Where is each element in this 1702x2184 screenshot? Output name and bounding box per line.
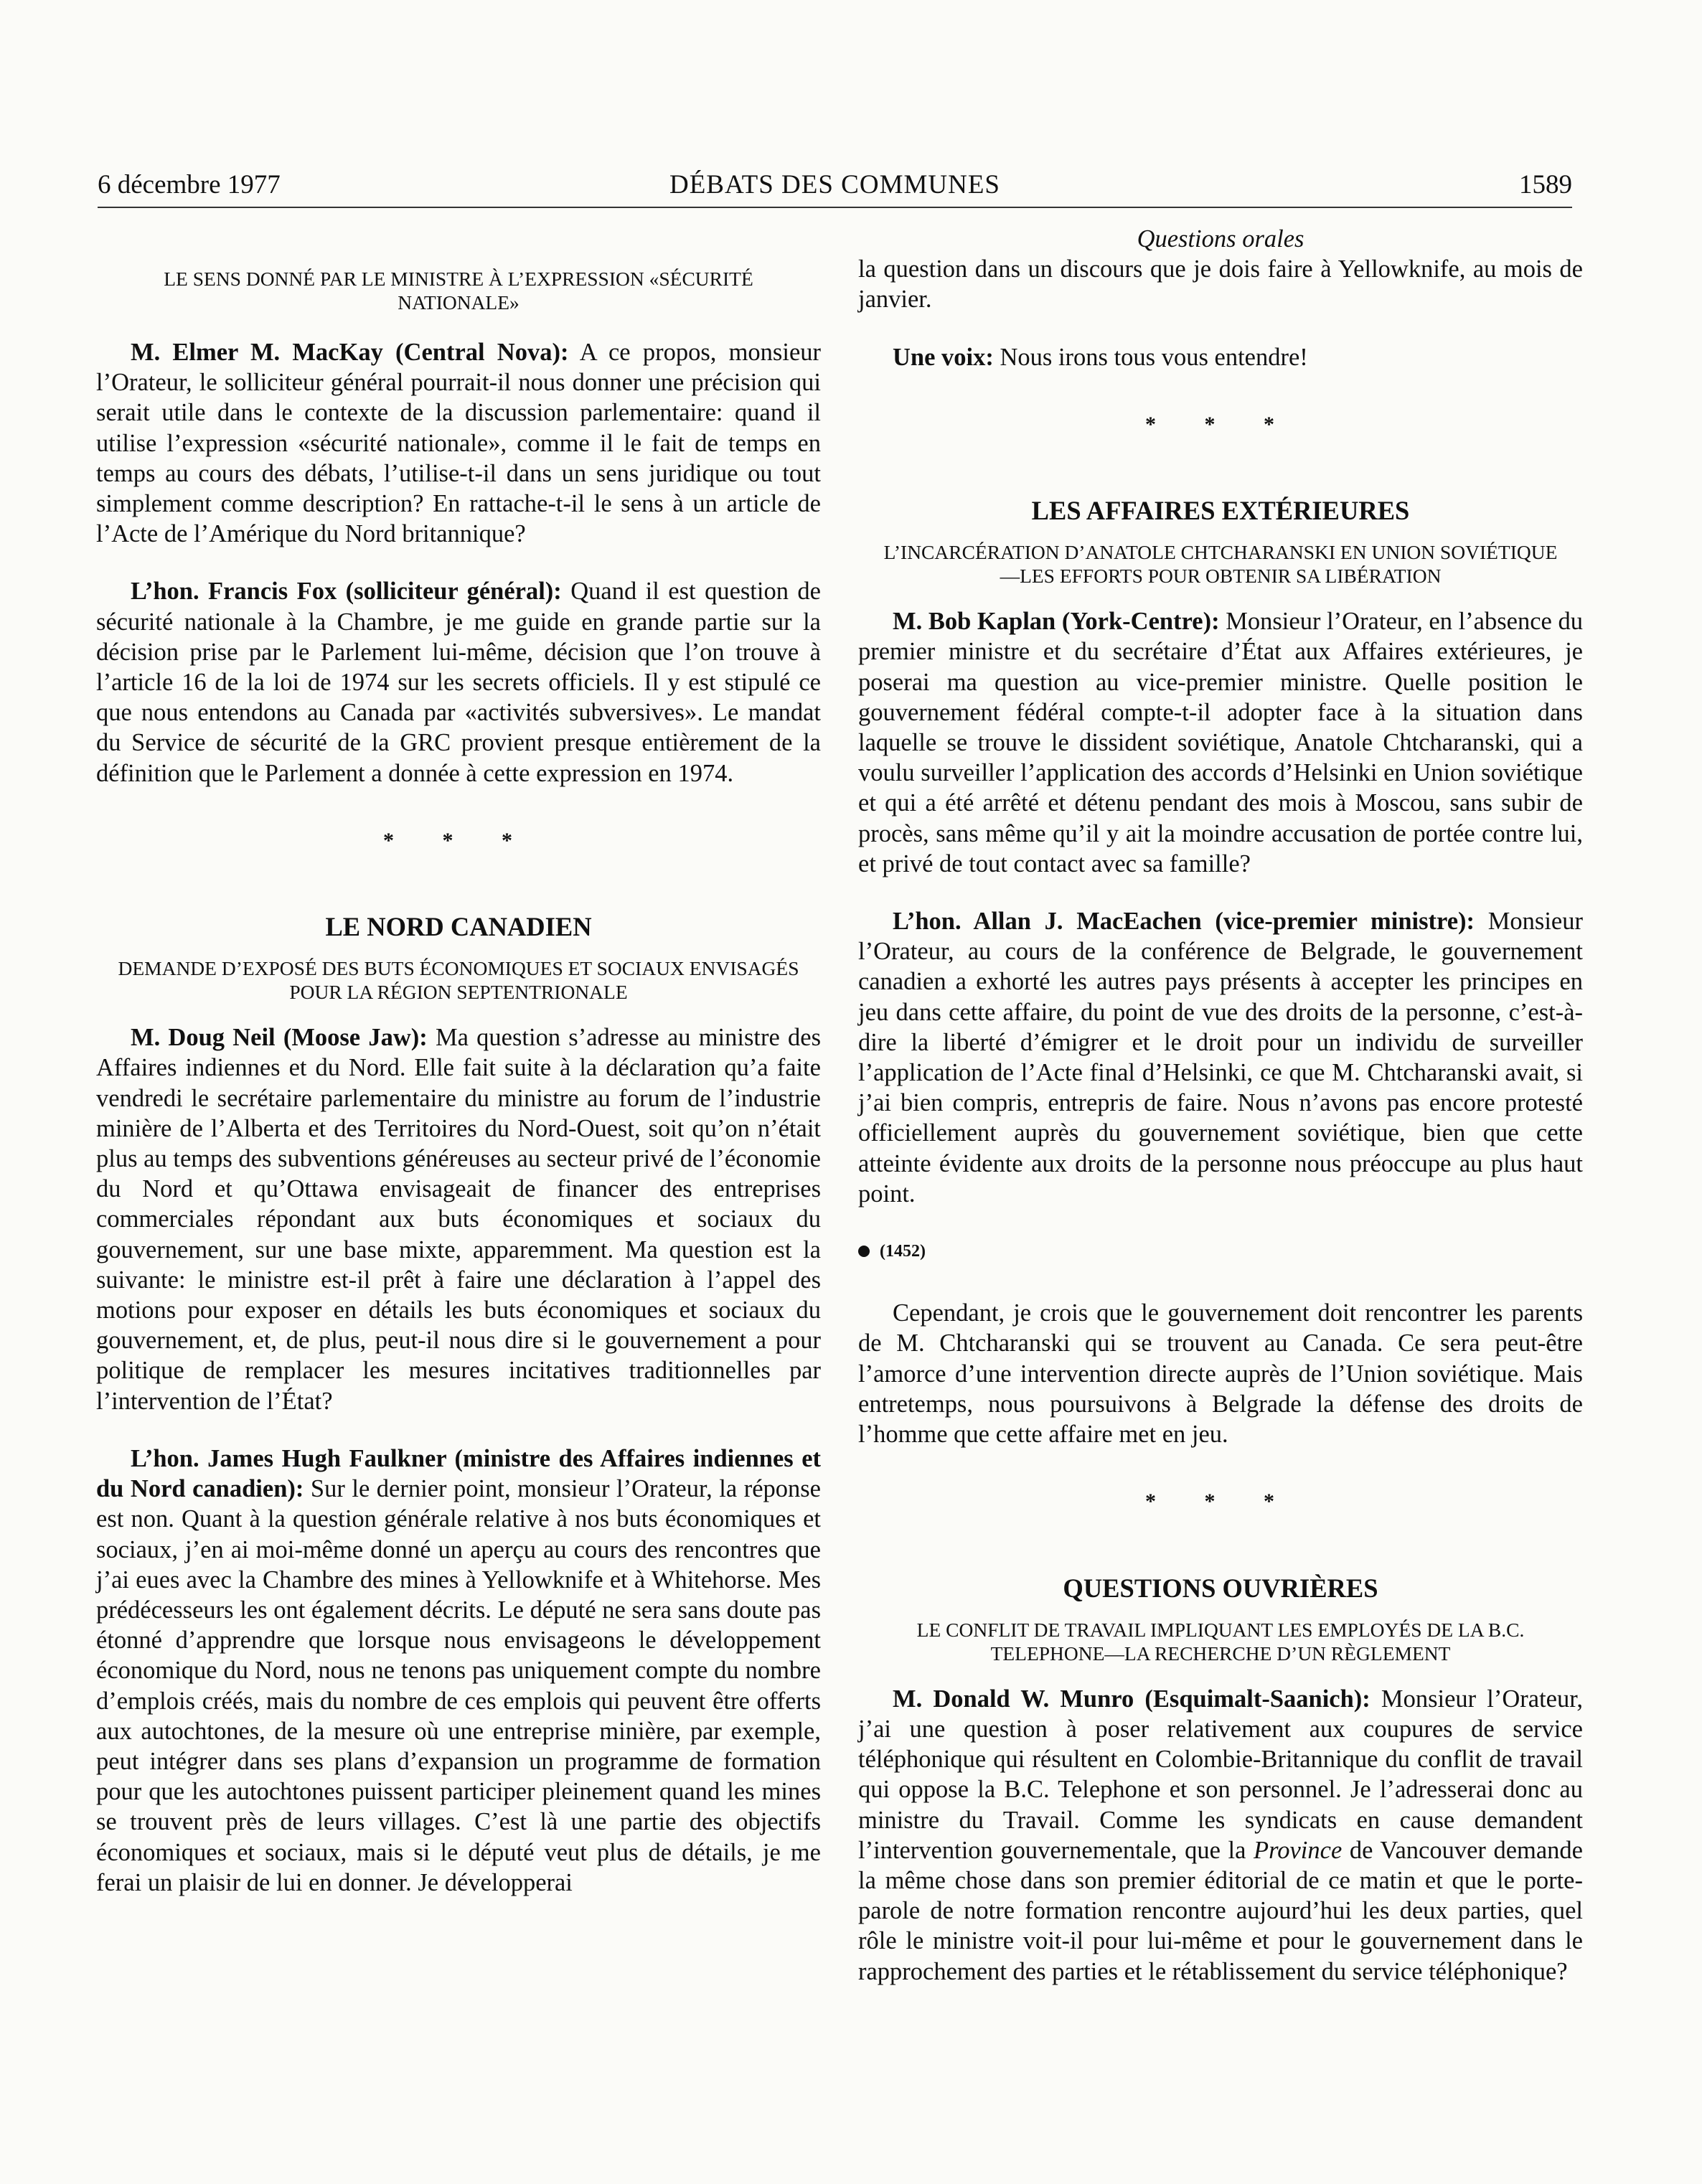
section-heading-affaires-exterieures: LES AFFAIRES EXTÉRIEURES bbox=[1031, 496, 1410, 526]
speaker-name: L’hon. Francis Fox (solliciteur général): bbox=[131, 578, 562, 606]
speaker-name: L’hon. James Hugh Faulkner (ministre des Affaires indiennes et du Nord canadien): bbox=[96, 1444, 821, 1503]
speech-mackay bbox=[96, 337, 821, 549]
speaker-name: L’hon. Allan J. MacEachen (vice-premier ministre): bbox=[893, 908, 1475, 936]
time-marker-label: (1452) bbox=[880, 1242, 926, 1261]
left-column bbox=[96, 224, 821, 1925]
speech-faulkner bbox=[96, 1444, 821, 1898]
speech-neil bbox=[96, 1022, 821, 1416]
speech-kaplan bbox=[858, 606, 1583, 879]
speaker-name: Une voix: bbox=[893, 343, 994, 371]
speaker-name: M. Bob Kaplan (York-Centre): bbox=[893, 608, 1220, 636]
subheading-securite-nationale: LE SENS DONNÉ PAR LE MINISTRE À L’EXPRESSION «SÉCURITÉ NATIONALE» bbox=[164, 268, 753, 314]
newspaper-title: Province bbox=[1254, 1836, 1343, 1864]
bullet-icon bbox=[858, 1246, 870, 1257]
page-header bbox=[98, 168, 1572, 208]
speech-text: Ma question s’adresse au ministre des Affaires indiennes et du Nord. Elle fait suite à la déclaration qu’a faite vendredi le secrétaire parlementaire du ministre au forum de l’industrie minière de l’Alberta et des Territoires du Nord-Ouest, soit qu’on n’était plus au temps des subventions généreuses au secteur privé de l’économie du Nord et qu’Ottawa envisageait de financer des entreprises commerciales répondant aux buts économiques et sociaux du gouvernement, sur une base mixte, apparemment. Ma question est la suivante: le ministre est-il prêt à faire une déclaration à l’appel des motions pour exposer en détails les buts économiques et sociaux du gouvernement, et, de plus, peut-il nous dire si le gouvernement a pour politique de remplacer les mesures incitatives traditionnelles par l’intervention de l’État? bbox=[96, 1024, 821, 1415]
header-title: DÉBATS DES COMMUNES bbox=[669, 170, 1000, 199]
header-date: 6 décembre 1977 bbox=[98, 170, 281, 199]
speech-text: A ce propos, monsieur l’Orateur, le solliciteur général pourrait-il nous donner une précision qui serait utile dans le contexte de la discussion parlementaire: quand il utilise l’expression «sécurité nationale», comme il le fait de temps en temps au cours des débats, l’utilise-t-il dans un sens juridique ou tout simplement comme description? En rattache-t-il le sens à un article de l’Acte de l’Amérique du Nord britannique? bbox=[96, 339, 821, 548]
speech-text: Monsieur l’Orateur, en l’absence du premier ministre et du secrétaire d’État aux Affaires extérieures, je poserai ma question au vice-premier ministre. Quelle position le gouvernement fédéral compte-t-il adopter face à la situation dans laquelle se trouve le dissident soviétique, Anatole Chtcharanski, qui a voulu surveiller l’application des accords d’Helsinki en Union soviétique et qui a été arrêté et détenu pendant des mois à Moscou, sans subir de procès, sans même qu’il y ait la moindre accusation de portée contre lui, et privé de tout contact avec sa famille? bbox=[858, 608, 1583, 877]
speech-faulkner-continued: la question dans un discours que je dois faire à Yellowknife, au mois de janvier. bbox=[858, 255, 1583, 314]
speech-text: Monsieur l’Orateur, j’ai une question à poser relativement aux coupures de service téléphonique qui résultent en Colombie-Britannique du conflit de travail qui oppose la B.C. Telephone et son personnel. Je l’adresserai donc au ministre du Travail. Comme les syndicats en cause demandent l’intervention gouvernementale, que la bbox=[858, 1685, 1583, 1864]
speaker-name: M. Elmer M. MacKay (Central Nova): bbox=[131, 339, 569, 366]
subheading-chtcharanski: L’INCARCÉRATION D’ANATOLE CHTCHARANSKI EN UNION SOVIÉTIQUE—LES EFFORTS POUR OBTENIR SA LIBÉRATION bbox=[883, 541, 1558, 588]
speech-fox bbox=[96, 576, 821, 788]
speaker-name: M. Donald W. Munro (Esquimalt-Saanich): bbox=[893, 1685, 1370, 1713]
interjection bbox=[858, 342, 1583, 372]
time-marker bbox=[858, 1236, 1583, 1266]
running-head: Questions orales bbox=[1137, 225, 1304, 253]
speech-munro bbox=[858, 1684, 1583, 1987]
section-separator: * * * bbox=[1145, 1489, 1296, 1514]
page-number: 1589 bbox=[1519, 170, 1572, 199]
section-heading-questions-ouvrieres: QUESTIONS OUVRIÈRES bbox=[1063, 1573, 1378, 1603]
section-separator: * * * bbox=[383, 828, 534, 852]
speech-text: Sur le dernier point, monsieur l’Orateur, la réponse est non. Quant à la question générale relative à nos buts économiques et sociaux, j’en ai moi-même donné un aperçu au cours des rencontres que j’ai eues avec la Chambre des mines à Yellowknife et à Whitehorse. Mes prédécesseurs les ont également décrits. Le député ne sera sans doute pas étonné d’apprendre que lorsque nous envisageons le développement économique du Nord, nous ne tenons pas uniquement compte du nombre d’emplois créés, mais du nombre de ces emplois qui peuvent être offerts aux autochtones, de la mesure où une entreprise minière, par exemple, peut intégrer dans ses plans d’expansion un programme de formation pour que les autochtones puissent participer pleinement quand les mines se trouvent près de leurs villages. C’est là une partie des objectifs économiques et sociaux, mais si le député veut plus de détails, je me ferai un plaisir de lui en donner. Je développerai bbox=[96, 1475, 821, 1896]
subheading-buts-economiques: DEMANDE D’EXPOSÉ DES BUTS ÉCONOMIQUES ET SOCIAUX ENVISAGÉS POUR LA RÉGION SEPTENTRIONALE bbox=[118, 957, 799, 1004]
speech-text: Nous irons tous vous entendre! bbox=[993, 343, 1308, 371]
speech-maceachen-continued: Cependant, je crois que le gouvernement doit rencontrer les parents de M. Chtcharanski qui se trouvent au Canada. Ce sera peut-être l’amorce d’une intervention directe auprès de l’Union soviétique. Mais entretemps, nous poursuivons à Belgrade la défense des droits de l’homme que cette affaire met en jeu. bbox=[858, 1299, 1583, 1449]
section-separator: * * * bbox=[1145, 412, 1296, 436]
section-heading-nord-canadien: LE NORD CANADIEN bbox=[325, 912, 592, 942]
right-column bbox=[858, 224, 1583, 2014]
speech-maceachen bbox=[858, 906, 1583, 1209]
speech-text: Monsieur l’Orateur, au cours de la conférence de Belgrade, le gouvernement canadien a exhorté les autres pays présents à accepter les principes en jeu dans cette affaire, du point de vue des droits de la personne, c’est-à-dire la liberté d’émigrer et le droit pour un individu de surveiller l’application de l’Acte final d’Helsinki, ce que M. Chtcharanski avait, si j’ai bien compris, entrepris de faire. Nous n’avons pas encore protesté officiellement auprès du gouvernement soviétique, bien que cette atteinte évidente aux droits de la personne nous préoccupe au plus haut point. bbox=[858, 908, 1583, 1208]
subheading-bc-telephone: LE CONFLIT DE TRAVAIL IMPLIQUANT LES EMPLOYÉS DE LA B.C. TELEPHONE—LA RECHERCHE D’UN RÈGLEMENT bbox=[916, 1618, 1525, 1665]
speaker-name: M. Doug Neil (Moose Jaw): bbox=[131, 1024, 428, 1052]
speech-text: de Vancouver demande la même chose dans son premier éditorial de ce matin et que le porte-parole de notre formation rencontre aujourd’hui les deux parties, quel rôle le ministre voit-il pour lui-même et pour le gouvernement dans le rapprochement des parties et le rétablissement du service téléphonique? bbox=[858, 1836, 1583, 1985]
speech-text: Quand il est question de sécurité nationale à la Chambre, je me guide en grande partie sur la décision prise par le Parlement lui-même, décision que l’on trouve à l’article 16 de la loi de 1974 sur les secrets officiels. Il y est stipulé ce que nous entendons au Canada par «activités subversives». Le mandat du Service de sécurité de la GRC provient presque entièrement de la définition que le Parlement a donnée à cette expression en 1974. bbox=[96, 578, 821, 787]
